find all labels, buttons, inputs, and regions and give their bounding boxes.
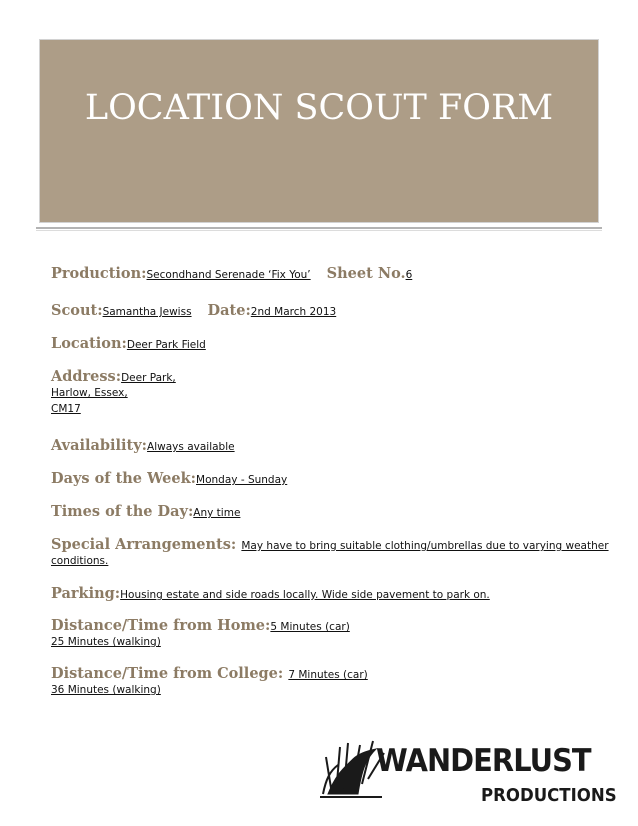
availability-label: Availability: — [51, 437, 148, 454]
production-row — [51, 263, 412, 282]
address-line-3: CM17 — [51, 403, 81, 415]
distance-home-line-1: 5 Minutes (car) — [270, 621, 350, 633]
distance-college-label: Distance/Time from College: — [51, 665, 284, 682]
distance-home-line-2: 25 Minutes (walking) — [51, 636, 161, 648]
special-line-1: May have to bring suitable clothing/umbrellas due to varying weather — [241, 540, 609, 552]
parking-row — [51, 583, 490, 602]
sheet-value: 6 — [405, 269, 413, 281]
special-label: Special Arrangements: — [51, 536, 237, 553]
days-value: Monday - Sunday — [196, 474, 288, 486]
divider-shadow — [36, 230, 602, 231]
parking-value: Housing estate and side roads locally. Wide side pavement to park on. — [120, 589, 490, 601]
form-title: LOCATION SCOUT FORM — [84, 88, 554, 128]
scout-value: Samantha Jewiss — [102, 306, 192, 318]
distance-college-line-1: 7 Minutes (car) — [288, 669, 368, 681]
location-row — [51, 333, 206, 352]
logo-name: WANDERLUST — [376, 743, 591, 779]
times-row — [51, 501, 240, 520]
days-row — [51, 468, 287, 487]
days-label: Days of the Week: — [51, 470, 197, 487]
sheet-label: Sheet No. — [326, 265, 406, 282]
title-banner — [39, 39, 599, 223]
address-line-1: Deer Park, — [121, 372, 176, 384]
wanderlust-logo — [318, 735, 617, 813]
distance-college-row — [51, 663, 368, 682]
location-value: Deer Park Field — [126, 339, 206, 351]
date-value: 2nd March 2013 — [250, 306, 337, 318]
availability-value: Always available — [147, 441, 235, 453]
logo-subtitle: PRODUCTIONS — [481, 785, 617, 806]
scout-row — [51, 300, 336, 319]
distance-home-label: Distance/Time from Home: — [51, 617, 271, 634]
address-line-2: Harlow, Essex, — [51, 387, 128, 399]
location-label: Location: — [51, 335, 127, 352]
address-label: Address: — [51, 368, 122, 385]
production-value: Secondhand Serenade ‘Fix You’ — [146, 269, 311, 281]
divider — [36, 227, 602, 229]
production-label: Production: — [51, 265, 147, 282]
times-value: Any time — [193, 507, 241, 519]
date-label: Date: — [207, 302, 251, 319]
scout-label: Scout: — [51, 302, 103, 319]
address-row — [51, 366, 176, 385]
special-line-2: conditions. — [51, 555, 109, 567]
parking-label: Parking: — [51, 585, 121, 602]
distance-college-line-2: 36 Minutes (walking) — [51, 684, 161, 696]
special-row — [51, 534, 609, 553]
distance-home-row — [51, 615, 350, 634]
times-label: Times of the Day: — [51, 503, 194, 520]
availability-row — [51, 435, 235, 454]
